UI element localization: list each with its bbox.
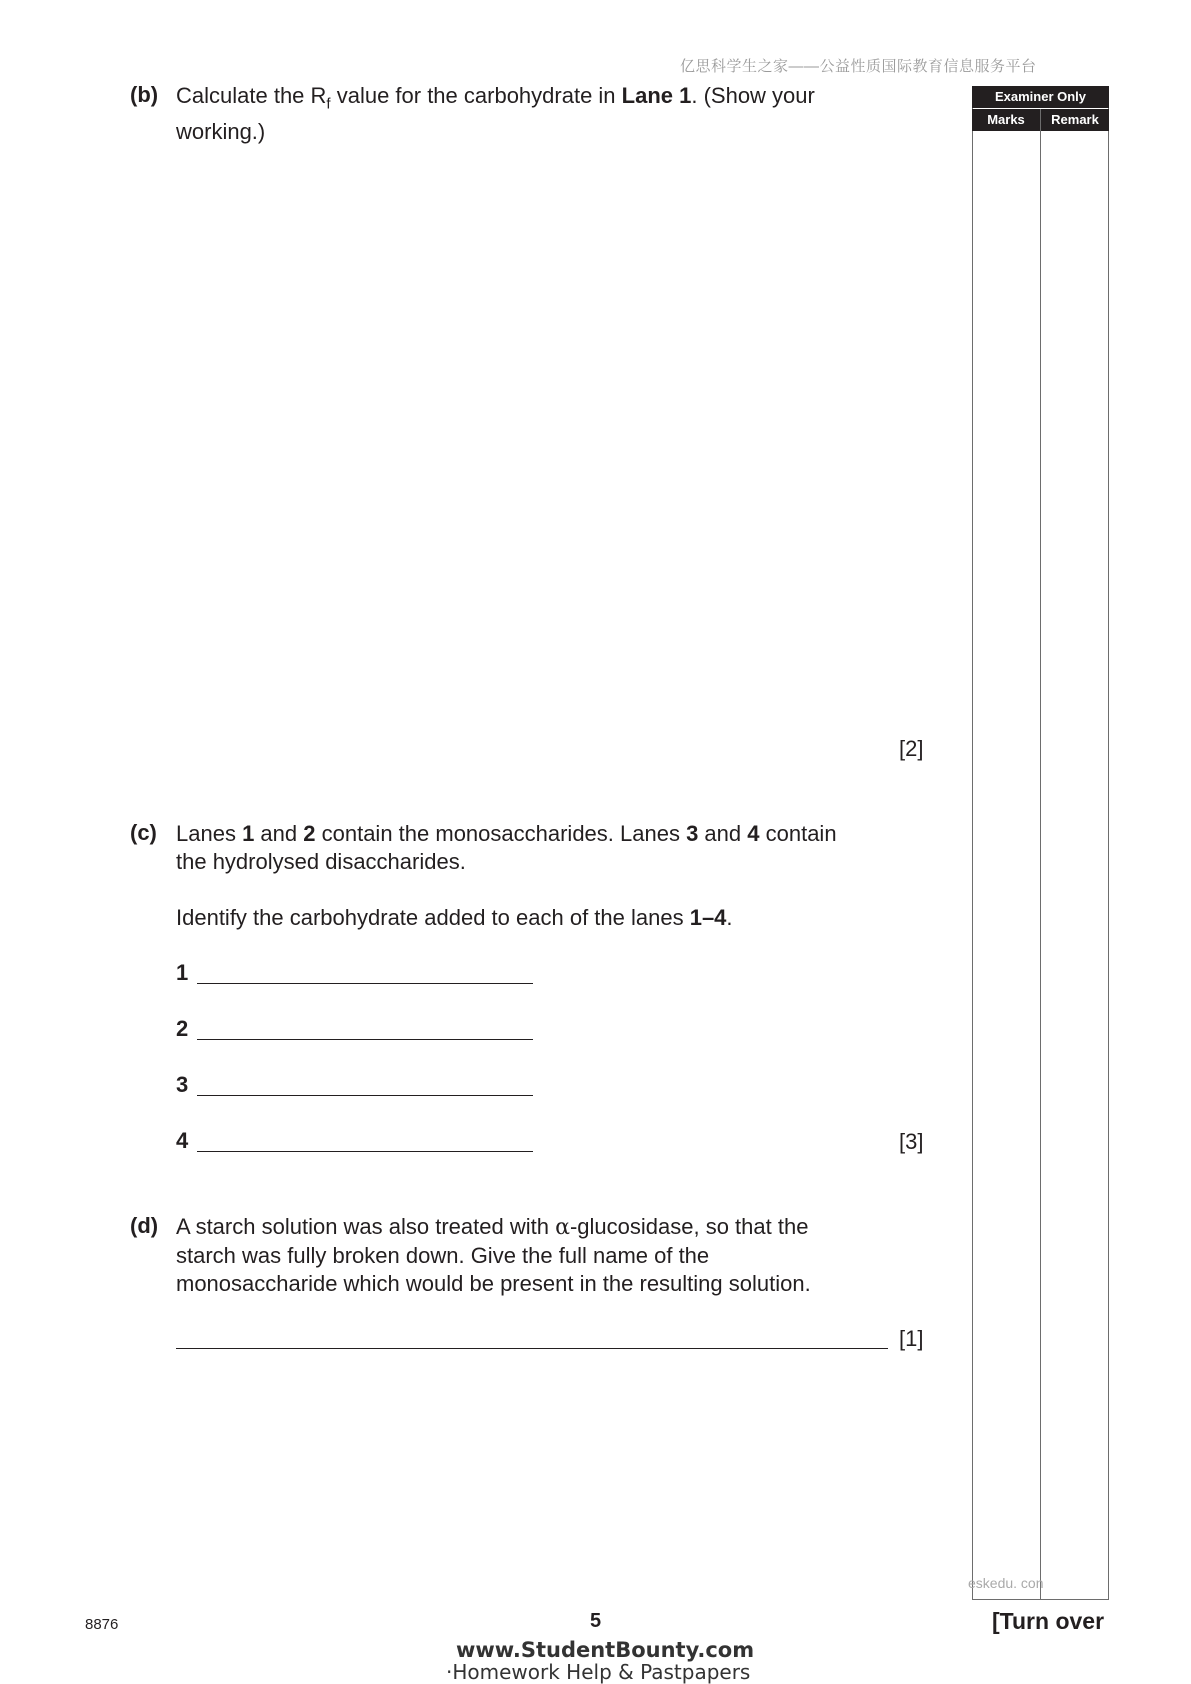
answer-line-2[interactable] (197, 1039, 533, 1040)
question-c-label: (c) (130, 820, 157, 845)
alpha-symbol: α (555, 1215, 570, 1240)
top-watermark: 亿思科学生之家——公益性质国际教育信息服务平台 (680, 58, 1037, 75)
question-c-mark: [3] (899, 1129, 924, 1154)
remark-header: Remark (1041, 109, 1109, 131)
marks-header: Marks (972, 109, 1040, 131)
turn-over-label: [Turn over (992, 1608, 1105, 1634)
studentbounty-url[interactable]: www.StudentBounty.com (456, 1638, 755, 1662)
paper-code: 8876 (85, 1616, 119, 1633)
answer-label-1: 1 (176, 960, 189, 985)
question-b-label: (b) (130, 82, 159, 107)
question-d-text: A starch solution was also treated with α-glucosidase, so that the starch was fully broken down. Give the full name of the monosaccharide which would be present in the resulting solution. (176, 1214, 811, 1296)
answer-line-d[interactable] (176, 1348, 888, 1349)
question-b-mark: [2] (899, 736, 924, 761)
question-d-label: (d) (130, 1213, 159, 1238)
question-c-instruction: Identify the carbohydrate added to each of the lanes 1–4. (176, 905, 733, 930)
answer-label-3: 3 (176, 1072, 189, 1097)
answer-line-1[interactable] (197, 983, 533, 984)
subscript-f: f (326, 95, 331, 113)
answer-line-3[interactable] (197, 1095, 533, 1096)
question-b-text: Calculate the $R_f$ value for the carbohydrate in Lane 1. (Show your working.) (176, 83, 815, 145)
studentbounty-tagline: ·Homework Help & Pastpapers (446, 1660, 751, 1684)
answer-label-4: 4 (176, 1128, 189, 1153)
answer-line-4[interactable] (197, 1151, 533, 1152)
examiner-column-divider (1040, 109, 1041, 1600)
question-c-text: Lanes 1 and 2 contain the monosaccharides. Lanes 3 and 4 contain the hydrolysed disaccharides. (176, 821, 837, 874)
bottom-watermark: eskedu. con (968, 1575, 1044, 1591)
page-number: 5 (590, 1610, 602, 1632)
question-d-mark: [1] (899, 1326, 924, 1351)
answer-label-2: 2 (176, 1016, 189, 1041)
examiner-only-header: Examiner Only (972, 86, 1109, 108)
